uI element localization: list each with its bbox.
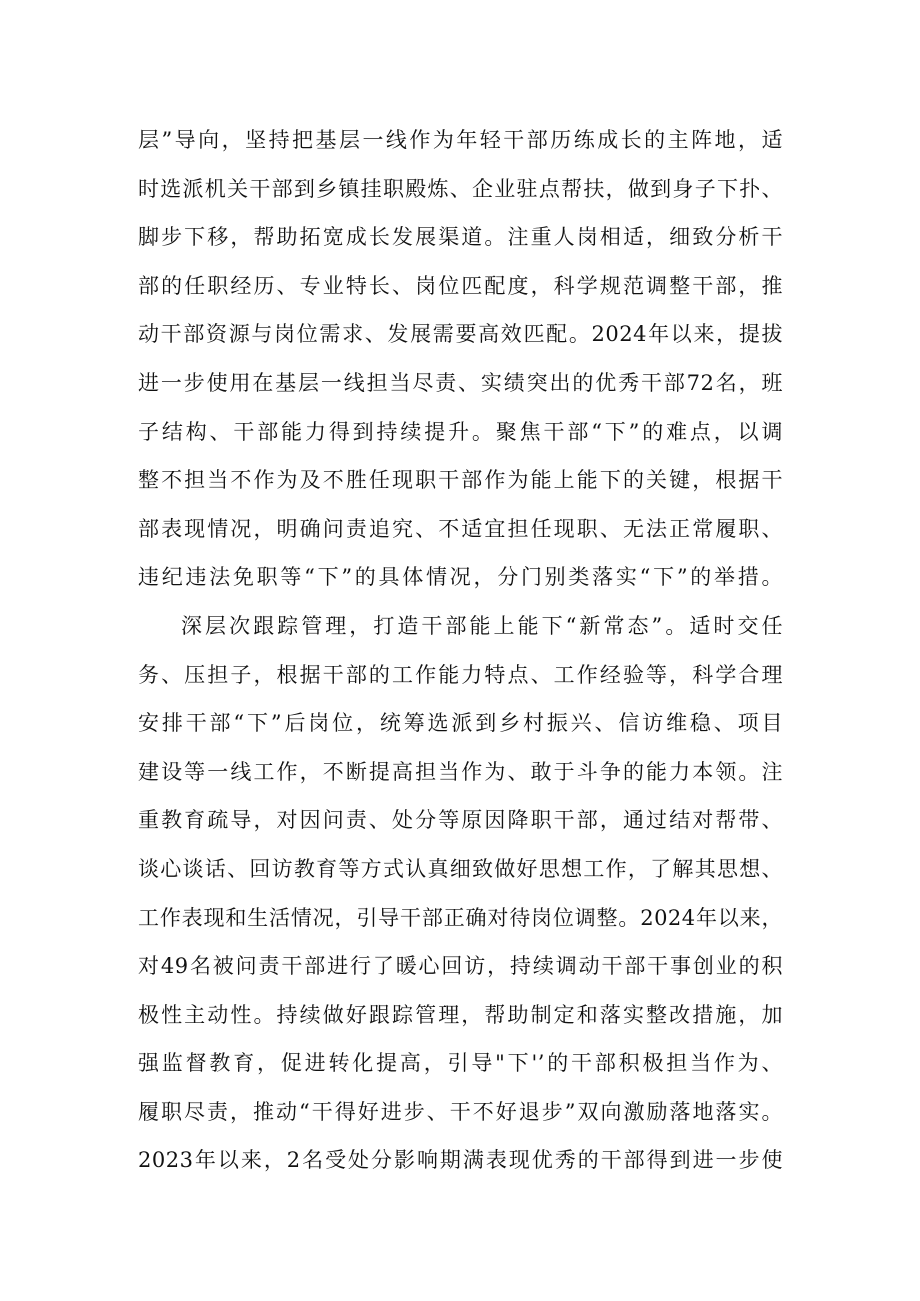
text-line: 进一步使用在基层一线担当尽责、实绩突出的优秀干部72名，班 <box>138 370 783 395</box>
text-line: 对49名被问责干部进行了暖心回访，持续调动干部干事创业的积 <box>138 954 783 979</box>
text-line: 时选派机关干部到乡镇挂职殿炼、企业驻点帮扶，做到身子下扑、 <box>138 176 783 201</box>
text-line: 层”导向，坚持把基层一线作为年轻干部历练成长的主阵地，适 <box>138 128 783 152</box>
text-line: 脚步下移，帮助拓宽成长发展渠道。注重人岗相适，细致分析干 <box>138 225 783 250</box>
text-line: 工作表现和生活情况，引导干部正确对待岗位调整。2024年以来， <box>138 905 783 930</box>
text-line: 安排干部“下”后岗位，统筹选派到乡村振兴、信访维稳、项目 <box>138 711 783 736</box>
text-line: 建设等一线工作，不断提高担当作为、敢于斗争的能力本领。注 <box>138 759 783 784</box>
text-line: 务、压担子，根据干部的工作能力特点、工作经验等，科学合理 <box>138 662 783 687</box>
text-line: 强监督教育，促进转化提高，引导"下'’的干部积极担当作为、 <box>138 1051 783 1076</box>
text-line: 2023年以来，2名受处分影响期满表现优秀的干部得到进一步使 <box>138 1148 783 1173</box>
text-line: 部表现情况，明确问责追究、不适宜担任现职、无法正常履职、 <box>138 516 783 541</box>
text-line: 子结构、干部能力得到持续提升。聚焦干部“下”的难点，以调 <box>138 419 783 444</box>
paragraph-first-line: 深层次跟踪管理，打造干部能上能下“新常态”。适时交任 <box>181 613 783 638</box>
text-line: 谈心谈话、回访教育等方式认真细致做好思想工作，了解其思想、 <box>138 856 783 881</box>
text-line: 重教育疏导，对因问责、处分等原因降职干部，通过结对帮带、 <box>138 808 783 833</box>
text-line: 动干部资源与岗位需求、发展需要高效匹配。2024年以来，提拔 <box>138 322 783 347</box>
text-line: 履职尽责，推动“干得好进步、干不好退步”双向激励落地落实。 <box>138 1099 783 1124</box>
text-line: 整不担当不作为及不胜任现职干部作为能上能下的关键，根据干 <box>138 468 783 493</box>
body-text <box>138 116 783 1185</box>
text-line: 极性主动性。持续做好跟踪管理，帮助制定和落实整改措施，加 <box>138 1002 783 1027</box>
text-line: 部的任职经历、专业特长、岗位匹配度，科学规范调整干部，推 <box>138 273 783 298</box>
text-line: 违纪违法免职等“下”的具体情况，分门别类落实“下”的举措。 <box>138 565 783 590</box>
